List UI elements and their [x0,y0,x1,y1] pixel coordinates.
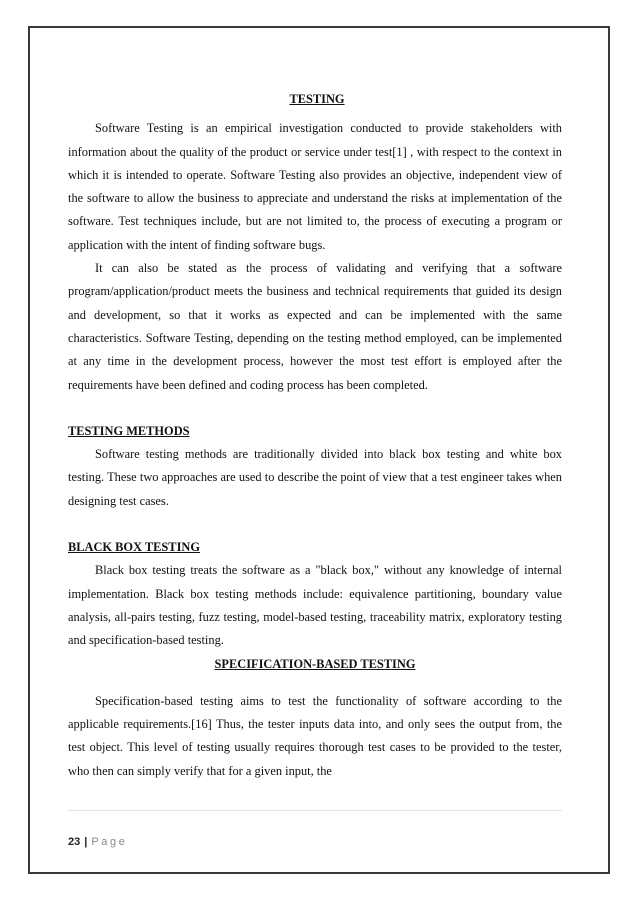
document-body [68,88,562,783]
section-heading-testing-methods: TESTING METHODS [68,423,190,438]
section-text-black-box: Black box testing treats the software as a "black box," without any knowledge of internal implementation. Black box testing methods include: equivalence partitioning, boundary value analysis, all-pairs testing, fuzz testing, model-based testing, traceability matrix, exploratory testing and specification-based testing. [68,563,562,648]
page-footer [68,836,127,848]
spacer [68,513,562,536]
section-text-testing-methods: Software testing methods are traditionally divided into black box testing and white box testing. These two approaches are used to describe the point of view that a test engineer takes when designing test cases. [68,447,562,508]
subsection-text-specification: Specification-based testing aims to test the functionality of software according to the applicable requirements.[16] Thus, the tester inputs data into, and only sees the output from, the test object. This level of testing usually requires thorough test cases to be provided to the tester, who then can simply verify that for a given input, the [68,693,562,778]
page-title: TESTING [289,92,345,106]
intro-paragraph-1: Software Testing is an empirical investigation conducted to provide stakeholders with information about the quality of the product or service under test[1] , with respect to the context in which it is intended to operate. Software Testing also provides an objective, independent view of the software to allow the business to appreciate and understand the risks at implementation of the software. Test techniques include, but are not limited to, the process of executing a program or application with the intent of finding software bugs. [68,121,562,252]
page-label: Page [91,836,128,848]
intro-paragraph-2: It can also be stated as the process of validating and verifying that a software program/application/product meets the business and technical requirements that guided its design and development, so that it works as expected and can be implemented with the same characteristics. Software Testing, depending on the testing method employed, can be implemented at any time in the development process, however the most test effort is employed after the requirements have been defined and coding process has been completed. [68,261,562,392]
subsection-heading-specification: SPECIFICATION-BASED TESTING [214,656,416,671]
section-heading-black-box: BLACK BOX TESTING [68,540,200,555]
footer-divider [68,810,562,811]
page-number: 23 [68,836,81,848]
footer-separator: | [84,836,88,848]
spacer [68,397,562,420]
